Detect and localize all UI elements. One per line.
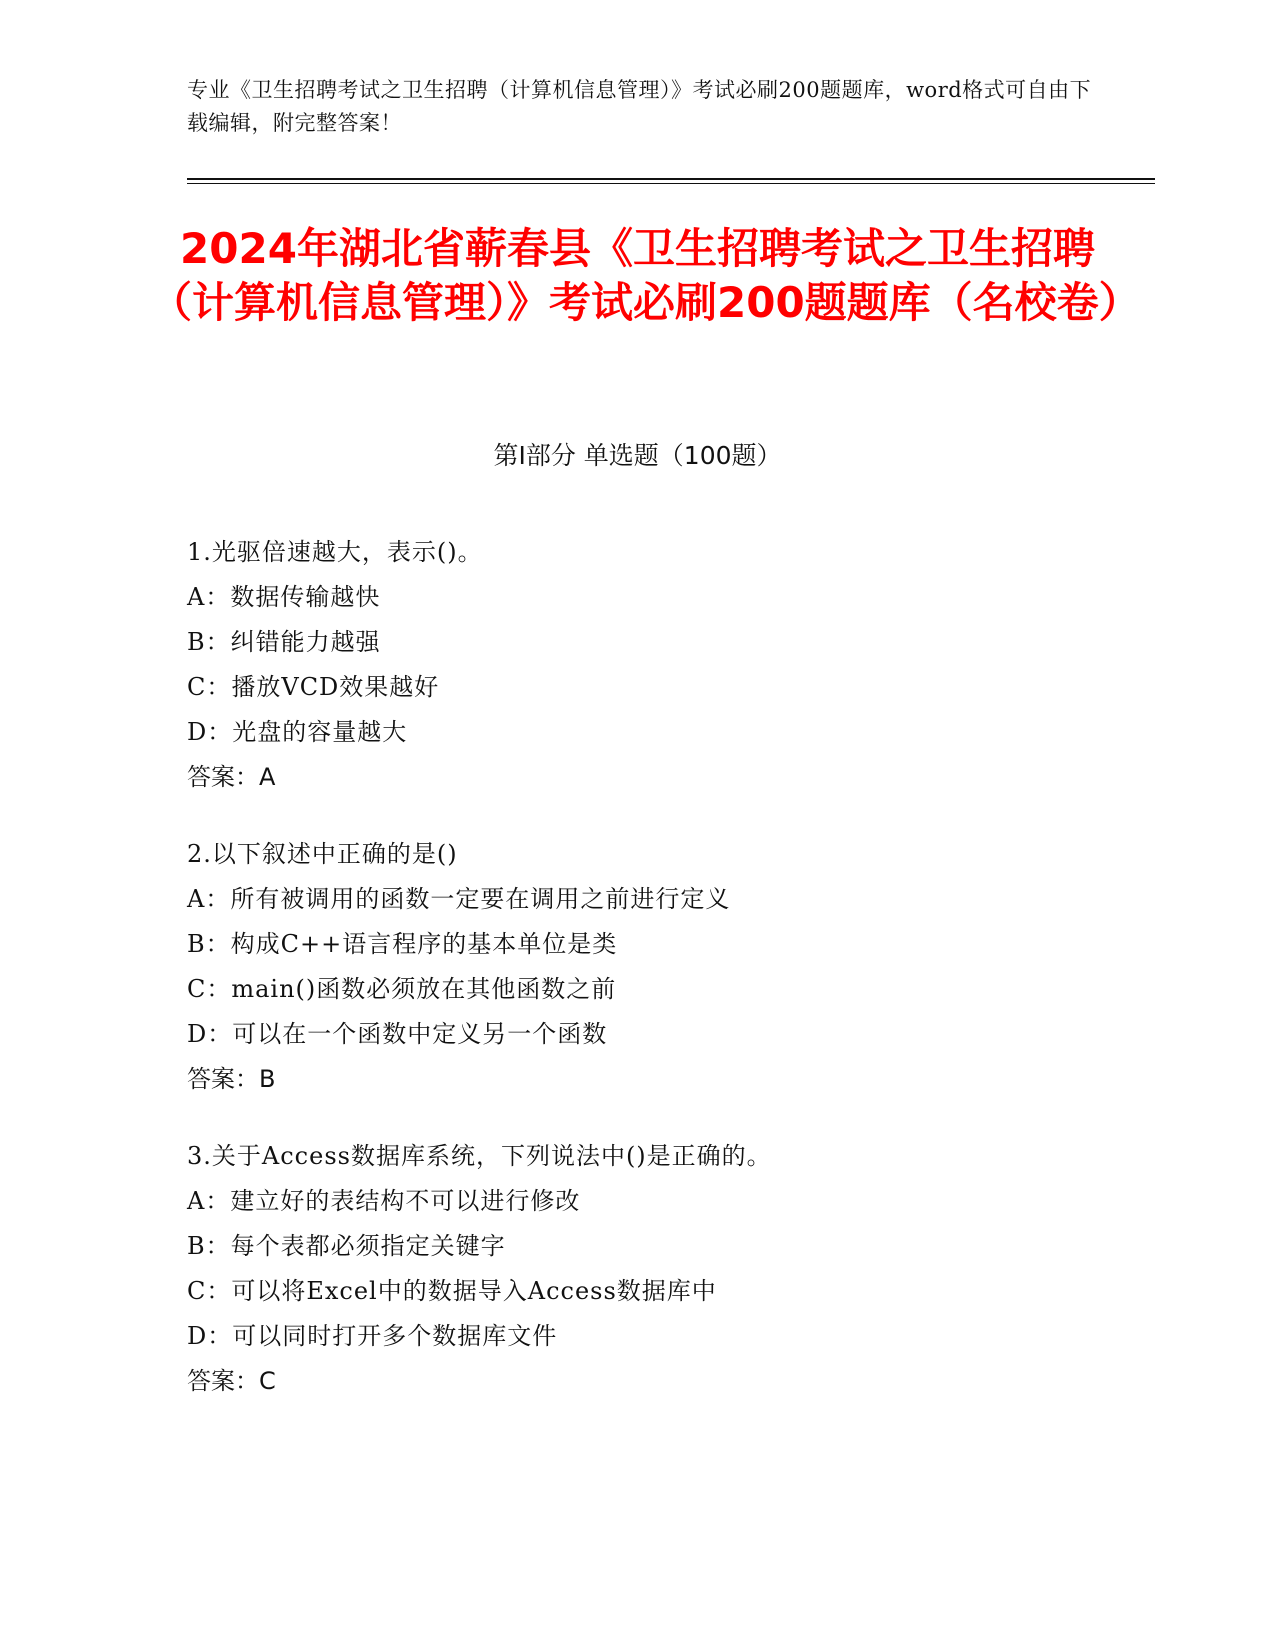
question-stem: 2.以下叙述中正确的是() bbox=[187, 840, 458, 868]
answer: 答案：C bbox=[187, 1367, 276, 1395]
header-note: 专业《卫生招聘考试之卫生招聘（计算机信息管理）》考试必刷200题题库，word格式可自由下载编辑，附完整答案！ bbox=[187, 78, 1092, 135]
option-b: B：纠错能力越强 bbox=[187, 628, 381, 656]
question-stem: 3.关于Access数据库系统，下列说法中()是正确的。 bbox=[187, 1142, 772, 1170]
question-stem: 1.光驱倍速越大，表示()。 bbox=[187, 538, 483, 566]
option-d: D：可以在一个函数中定义另一个函数 bbox=[187, 1020, 608, 1048]
section-heading: 第Ⅰ部分 单选题（100题） bbox=[493, 441, 782, 470]
header-rule-thin bbox=[187, 183, 1155, 184]
option-c: C：可以将Excel中的数据导入Access数据库中 bbox=[187, 1277, 717, 1305]
answer: 答案：B bbox=[187, 1065, 276, 1093]
document-title: 2024年湖北省蕲春县《卫生招聘考试之卫生招聘（计算机信息管理）》考试必刷200题题库（名校卷） bbox=[150, 224, 1141, 327]
question-3 bbox=[187, 1134, 1087, 1404]
option-c: C：播放VCD效果越好 bbox=[187, 673, 440, 701]
option-c: C：main()函数必须放在其他函数之前 bbox=[187, 975, 617, 1003]
option-b: B：每个表都必须指定关键字 bbox=[187, 1232, 506, 1260]
question-1 bbox=[187, 530, 1087, 800]
option-a: A：数据传输越快 bbox=[187, 583, 381, 611]
question-list bbox=[187, 530, 1087, 1436]
option-d: D：光盘的容量越大 bbox=[187, 718, 408, 746]
option-a: A：建立好的表结构不可以进行修改 bbox=[187, 1187, 581, 1215]
option-b: B：构成C++语言程序的基本单位是类 bbox=[187, 930, 618, 958]
option-d: D：可以同时打开多个数据库文件 bbox=[187, 1322, 558, 1350]
answer: 答案：A bbox=[187, 763, 276, 791]
question-2 bbox=[187, 832, 1087, 1102]
header-rule-thick bbox=[187, 178, 1155, 180]
option-a: A：所有被调用的函数一定要在调用之前进行定义 bbox=[187, 885, 731, 913]
